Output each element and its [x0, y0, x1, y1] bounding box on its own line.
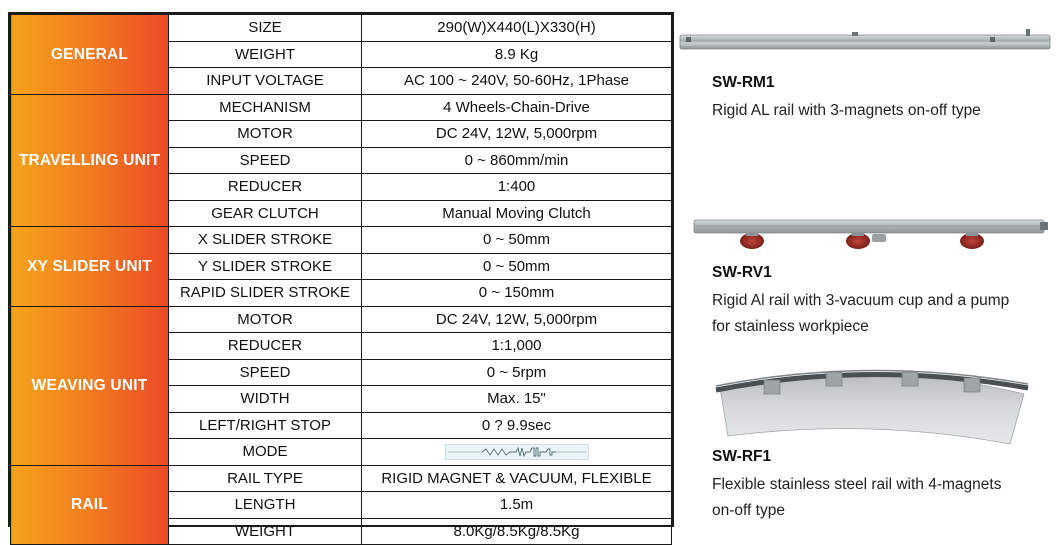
spec-label: WEIGHT: [169, 518, 362, 545]
spec-label: X SLIDER STROKE: [169, 227, 362, 254]
spec-value-mode: [362, 439, 672, 466]
spec-table: [8, 12, 674, 540]
product-sw-rf1: [712, 448, 1001, 524]
spec-label: SIZE: [169, 15, 362, 42]
flexible-rail-image: [706, 358, 1034, 446]
spec-value: Max. 15": [362, 386, 672, 413]
category-xy-slider-unit: XY SLIDER UNIT: [11, 227, 169, 307]
table-row: [11, 306, 672, 333]
spec-value: DC 24V, 12W, 5,000rpm: [362, 306, 672, 333]
product-description: Rigid Al rail with 3-vacuum cup and a pump: [712, 292, 1010, 309]
spec-value: DC 24V, 12W, 5,000rpm: [362, 121, 672, 148]
product-description: on-off type: [712, 502, 785, 519]
category-general: GENERAL: [11, 15, 169, 95]
spec-label: REDUCER: [169, 333, 362, 360]
spec-label: Y SLIDER STROKE: [169, 253, 362, 280]
spec-value: 8.0Kg/8.5Kg/8.5Kg: [362, 518, 672, 545]
spec-value: RIGID MAGNET & VACUUM, FLEXIBLE: [362, 465, 672, 492]
spec-value: 0 ~ 50mm: [362, 227, 672, 254]
spec-value: 4 Wheels-Chain-Drive: [362, 94, 672, 121]
spec-label: SPEED: [169, 359, 362, 386]
product-model: SW-RF1: [712, 448, 772, 465]
category-rail: RAIL: [11, 465, 169, 545]
spec-value: 0 ~ 860mm/min: [362, 147, 672, 174]
spec-value: 0 ~ 150mm: [362, 280, 672, 307]
table-row: [11, 15, 672, 42]
rigid-vacuum-rail-image: [690, 214, 1052, 254]
spec-label: RAIL TYPE: [169, 465, 362, 492]
spec-label: MECHANISM: [169, 94, 362, 121]
spec-value: 0 ~ 5rpm: [362, 359, 672, 386]
spec-label: INPUT VOLTAGE: [169, 68, 362, 95]
spec-label: MODE: [169, 439, 362, 466]
spec-value: AC 100 ~ 240V, 50-60Hz, 1Phase: [362, 68, 672, 95]
weaving-waveform-icon: [445, 444, 589, 460]
spec-value: Manual Moving Clutch: [362, 200, 672, 227]
spec-value: 1:1,000: [362, 333, 672, 360]
spec-label: LEFT/RIGHT STOP: [169, 412, 362, 439]
product-model: SW-RV1: [712, 264, 772, 281]
product-model: SW-RM1: [712, 74, 775, 91]
spec-value: 1.5m: [362, 492, 672, 519]
table-row: [11, 227, 672, 254]
spec-value: 0 ~ 50mm: [362, 253, 672, 280]
product-description: Flexible stainless steel rail with 4-magnets: [712, 476, 1002, 493]
table-row: [11, 465, 672, 492]
rigid-magnet-rail-image: [676, 26, 1054, 58]
product-description: Rigid AL rail with 3-magnets on-off type: [712, 102, 981, 119]
spec-label: REDUCER: [169, 174, 362, 201]
spec-label: MOTOR: [169, 121, 362, 148]
category-travelling-unit: TRAVELLING UNIT: [11, 94, 169, 227]
spec-label: MOTOR: [169, 306, 362, 333]
table-row: [11, 94, 672, 121]
spec-label: LENGTH: [169, 492, 362, 519]
spec-label: WEIGHT: [169, 41, 362, 68]
spec-label: WIDTH: [169, 386, 362, 413]
spec-label: GEAR CLUTCH: [169, 200, 362, 227]
spec-value: 8.9 Kg: [362, 41, 672, 68]
product-description: for stainless workpiece: [712, 318, 869, 335]
product-sw-rm1: [712, 74, 981, 124]
spec-value: 1:400: [362, 174, 672, 201]
spec-value: 290(W)X440(L)X330(H): [362, 15, 672, 42]
product-sw-rv1: [712, 264, 1009, 340]
spec-value: 0 ? 9.9sec: [362, 412, 672, 439]
spec-label: RAPID SLIDER STROKE: [169, 280, 362, 307]
category-weaving-unit: WEAVING UNIT: [11, 306, 169, 465]
spec-label: SPEED: [169, 147, 362, 174]
